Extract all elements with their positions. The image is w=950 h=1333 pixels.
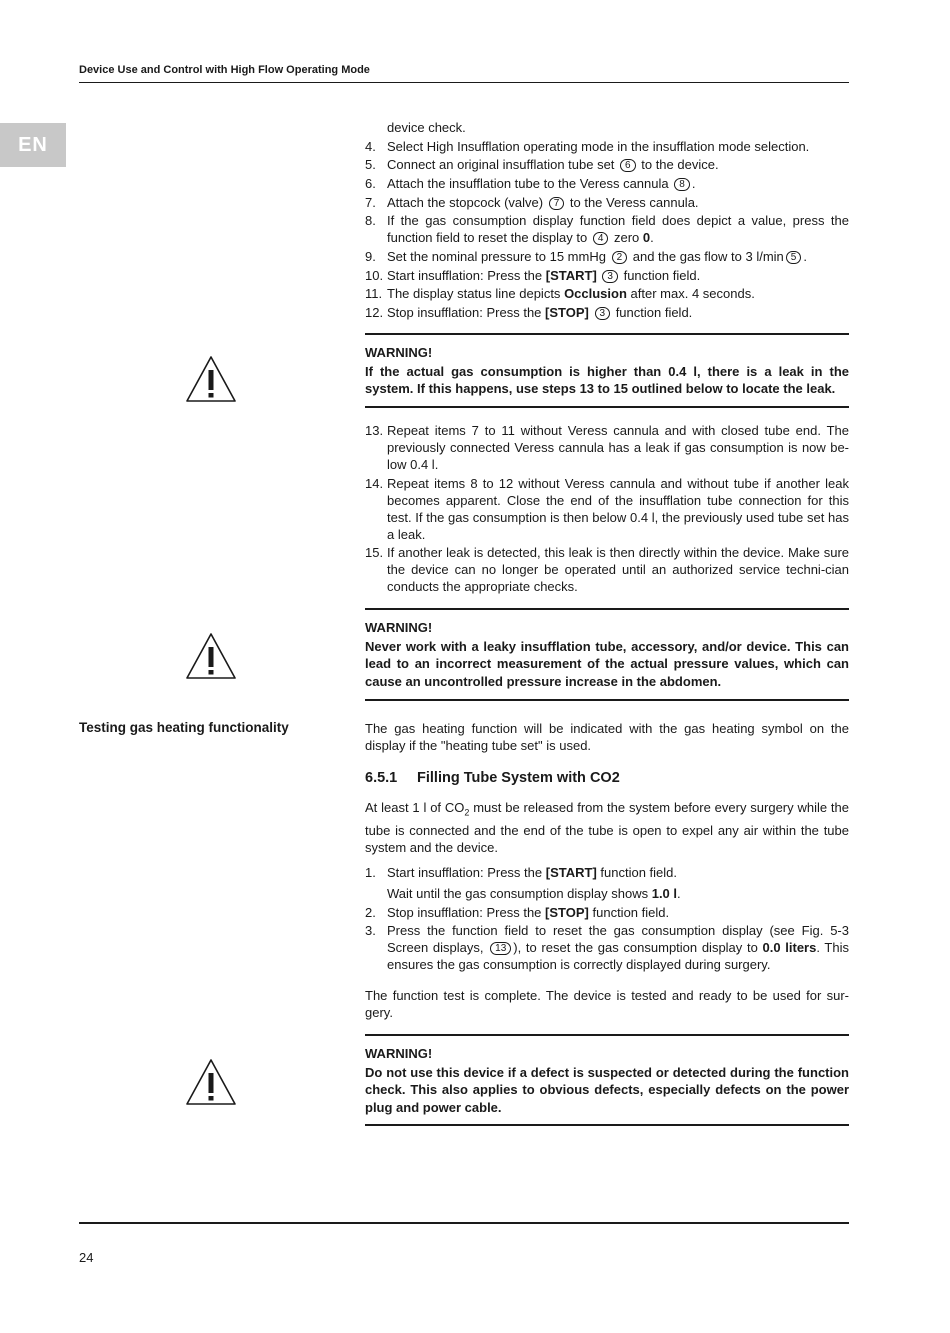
list-item [365, 194, 849, 211]
emphasis-text: [START] [545, 865, 597, 880]
list-item [365, 285, 849, 302]
step-text: If the gas consumption display function field does depict a value, press the function field to reset the display to [387, 213, 849, 246]
section-number: 6.5.1 [365, 770, 398, 786]
callout-number: 4 [593, 232, 609, 245]
warning-box-1 [365, 344, 849, 398]
step-text: Stop insufflation: Press the [387, 904, 542, 920]
language-tab: EN [0, 123, 66, 167]
step-number: 14. [365, 475, 384, 491]
emphasis-text: [STOP] [545, 305, 589, 320]
step-text: to the device. [641, 157, 719, 173]
emphasis-text: 0.0 liters [762, 940, 817, 956]
continuation-text: device check. [387, 120, 466, 135]
warning-text: If the actual gas consumption is higher than 0.4 l, there is a leak in the system. If this happens, use steps 13 to 15 outlined below to locate the leak. [365, 363, 849, 396]
step-text: Press the function field to reset the gas consumption display (see Fig. 5-3 Screen displays, [387, 923, 849, 956]
warning-text: Never work with a leaky insufflation tube, accessory, and/or device. This can lead to an incorrect measurement of the actual pressure values, which can cause an uncontrolled pressure increase in the abdomen. [365, 638, 849, 689]
steps-list-c [365, 864, 849, 975]
step-text: If another leak is detected, this leak is then directly within the device. Make sure the device can no longer be operated until an authorized service techni-cian conducts the appropriate checks. [387, 545, 849, 595]
side-heading: Testing gas heating functionality [79, 720, 289, 735]
warning-title: WARNING! [365, 1046, 433, 1061]
step-number: 2. [365, 904, 376, 920]
warning-triangle-icon [185, 355, 237, 403]
step-subtext [365, 885, 849, 902]
step-text: function field. [615, 305, 693, 320]
list-item [365, 138, 849, 155]
step-text: Start insufflation: Press the [387, 865, 543, 880]
step-text: . [691, 175, 696, 191]
step-text: to the Veress cannula. [569, 194, 699, 210]
steps-list-a [365, 119, 849, 323]
intro-text: At least 1 l of CO [365, 800, 465, 815]
step-text: . This ensures the gas consumption is correctly displayed during surgery. [387, 940, 849, 973]
step-text: . [677, 885, 681, 901]
list-item [365, 422, 849, 473]
step-text: ), to reset the gas consumption display to [513, 940, 758, 956]
warning-box-3 [365, 1045, 849, 1116]
list-item [365, 864, 849, 881]
warning-triangle-icon [185, 632, 237, 680]
callout-number: 2 [612, 251, 628, 264]
warning-title: WARNING! [365, 345, 433, 360]
list-item [365, 922, 849, 973]
subscript: 2 [464, 807, 470, 818]
step-number: 1. [365, 865, 376, 880]
step-text: function field. [623, 267, 701, 283]
step-number: 7. [365, 194, 376, 210]
section-heading [365, 770, 849, 786]
intro-text: must be released from the system before every surgery while the tube is connected and the end of the tube is open to expel any air within the tube system and the device. [365, 800, 849, 855]
step-text: Connect an original insufflation tube set [387, 157, 615, 173]
step-number: 3. [365, 923, 376, 939]
warning-box-2 [365, 619, 849, 690]
callout-number: 7 [549, 197, 565, 210]
step-text: Select High Insufflation operating mode in the insufflation mode selection. [387, 138, 810, 154]
step-text: zero [614, 230, 640, 246]
callout-number: 3 [595, 307, 611, 320]
step-text: and the gas flow to 3 l/min [632, 248, 784, 264]
step-text: Repeat items 7 to 11 without Veress cannula and with closed tube end. The previously connected Veress cannula has a leak if gas consumption is now be-low 0.4 l. [387, 423, 849, 472]
step-number: 5. [365, 157, 376, 173]
warning-rule-bottom [365, 699, 849, 701]
step-number: 4. [365, 138, 376, 154]
warning-title: WARNING! [365, 620, 433, 635]
running-header: Device Use and Control with High Flow Operating Mode [79, 64, 370, 76]
emphasis-text: Occlusion [564, 286, 627, 302]
emphasis-text: 1.0 l [651, 885, 678, 901]
conclusion-paragraph: The function test is complete. The device is tested and ready to be used for sur-gery. [365, 988, 849, 1020]
step-text: Start insufflation: Press the [387, 267, 543, 283]
callout-number: 6 [620, 159, 636, 172]
warning-rule-top [365, 1034, 849, 1036]
step-text: after max. 4 seconds. [630, 286, 755, 302]
warning-rule-bottom [365, 406, 849, 408]
warning-rule-top [365, 608, 849, 610]
emphasis-text: 0 [642, 230, 651, 246]
callout-number: 5 [786, 251, 802, 264]
step-number: 9. [365, 248, 376, 264]
step-text: The display status line depicts [387, 286, 561, 302]
step-number: 8. [365, 213, 376, 229]
step-number: 11. [365, 286, 383, 302]
step-number: 12. [365, 305, 384, 320]
step-text: Attach the stopcock (valve) [387, 194, 544, 210]
footer-rule [79, 1222, 849, 1224]
step-text: Repeat items 8 to 12 without Veress cannula and without tube if another leak becomes apparent. Close the end of the insufflation tube connection for this test. If the gas consumption is then below 0.4 l, the previously used tube set has a leak. [387, 475, 849, 542]
step-text: . [803, 248, 807, 264]
warning-rule-top [365, 333, 849, 335]
gas-heating-paragraph: The gas heating function will be indicated with the gas heating symbol on the display if the "heating tube set" is used. [365, 721, 849, 753]
list-item [365, 475, 849, 543]
list-item [365, 904, 849, 921]
step-number: 15. [365, 545, 384, 561]
warning-text: Do not use this device if a defect is suspected or detected during the function check. This also applies to obvious defects, especially defects on the power plug and power cable. [365, 1064, 849, 1115]
list-item [365, 212, 849, 246]
step-text: Attach the insufflation tube to the Veress cannula [387, 175, 669, 191]
warning-triangle-icon [185, 1058, 237, 1106]
step-text: . [650, 230, 654, 246]
warning-rule-bottom [365, 1124, 849, 1126]
list-item [365, 304, 849, 321]
section-title: Filling Tube System with CO2 [417, 770, 620, 786]
list-item [365, 267, 849, 284]
step-text: Stop insufflation: Press the [387, 305, 542, 320]
step-text: Wait until the gas consumption display shows [387, 885, 649, 901]
list-item [365, 544, 849, 595]
section-intro-paragraph [365, 799, 849, 856]
step-number: 13. [365, 423, 384, 438]
list-item [365, 156, 849, 173]
step-text: Set the nominal pressure to 15 mmHg [387, 248, 606, 264]
step-text: function field. [592, 904, 670, 920]
list-item [365, 175, 849, 192]
callout-number: 8 [674, 178, 690, 191]
emphasis-text: [START] [545, 267, 597, 283]
callout-number: 3 [602, 270, 618, 283]
step-number: 10. [365, 267, 384, 283]
header-rule [79, 82, 849, 83]
step-number: 6. [365, 175, 376, 191]
emphasis-text: [STOP] [545, 904, 589, 920]
step-text: function field. [600, 865, 678, 880]
page-number: 24 [79, 1250, 94, 1265]
list-item [365, 248, 849, 265]
callout-number: 13 [490, 942, 511, 955]
steps-list-b [365, 422, 849, 597]
